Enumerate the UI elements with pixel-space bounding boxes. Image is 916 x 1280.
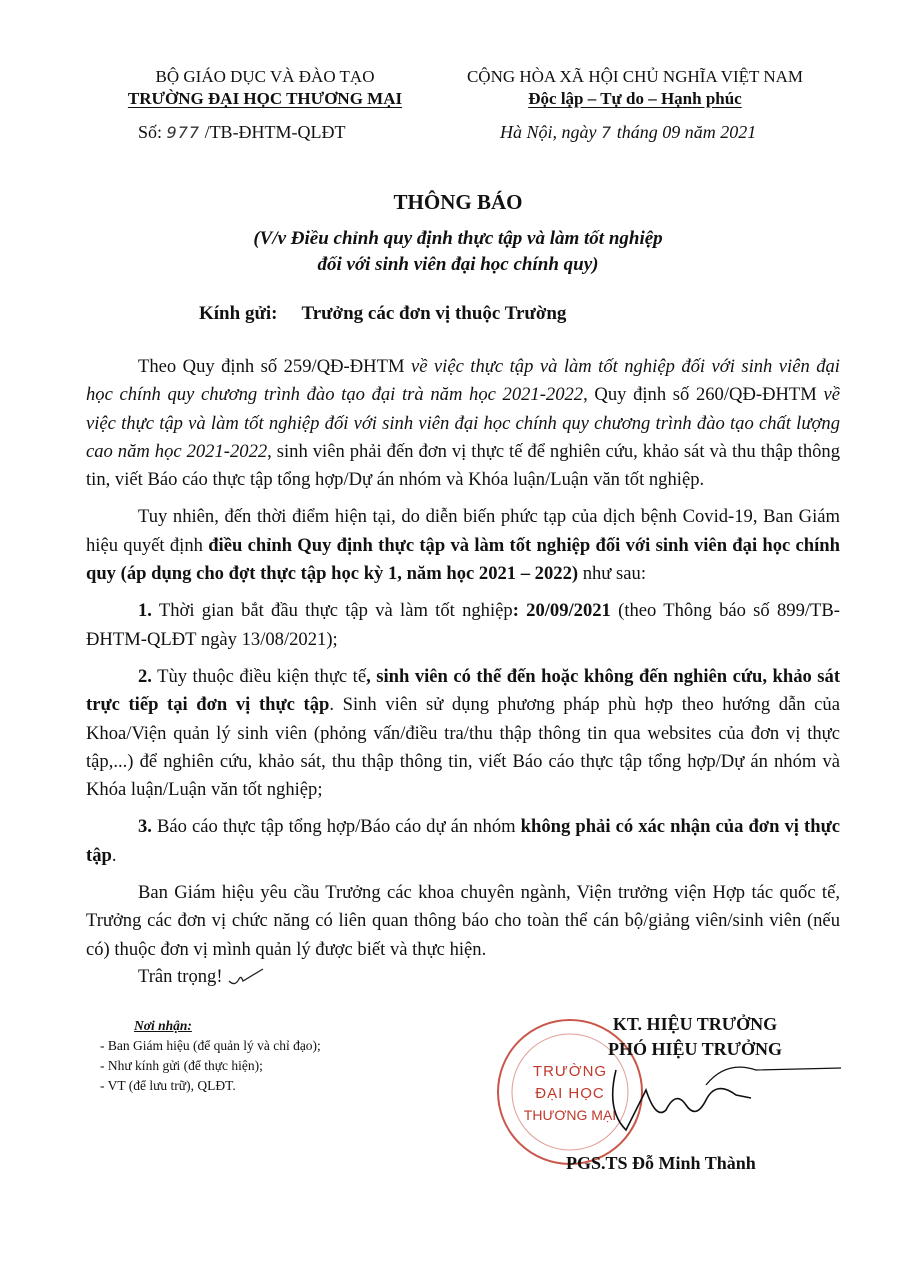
document-body bbox=[86, 353, 840, 973]
recipient-label: Kính gửi: bbox=[199, 303, 278, 324]
country-name: CỘNG HÒA XÃ HỘI CHỦ NGHĨA VIỆT NAM bbox=[466, 67, 804, 86]
document-number bbox=[138, 122, 346, 143]
date-day-handwritten: 7 bbox=[601, 123, 613, 142]
national-header bbox=[440, 66, 830, 110]
paragraph-item-3: 3. Báo cáo thực tập tổng hợp/Báo cáo dự án nhóm không phải có xác nhận của đơn vị thực tập. bbox=[86, 816, 840, 866]
paragraph-item-1: 1. Thời gian bắt đầu thực tập và làm tốt nghiệp: 20/09/2021 (theo Thông báo số 899/TB-ĐHTM-QLĐT ngày 13/08/2021); bbox=[86, 600, 840, 650]
paragraph-item-2: 2. Tùy thuộc điều kiện thực tế, sinh viên có thể đến hoặc không đến nghiên cứu, khảo sát trực tiếp tại đơn vị thực tập. Sinh viên sử dụng phương pháp phù hợp theo hướng dẫn của Khoa/Viện quản lý sinh viên (phỏng vấn/điều tra/thu thập thông tin qua websites của đơn vị thực tập,...) để nghiên cứu, khảo sát, thu thập thông tin, viết Báo cáo thực tập tổng hợp/Dự án nhóm và Khóa luận/Luận văn tốt nghiệp; bbox=[86, 665, 841, 801]
recipient-line bbox=[199, 303, 566, 325]
university-name-text: TRƯỜNG ĐẠI HỌC THƯƠNG MẠI bbox=[127, 89, 403, 108]
recipients-heading: Nơi nhận: bbox=[134, 1018, 192, 1033]
recipient-value: Trưởng các đơn vị thuộc Trường bbox=[301, 303, 567, 324]
signer-name: PGS.TS Đỗ Minh Thành bbox=[566, 1153, 756, 1173]
closing-remark: Trân trọng! bbox=[138, 966, 267, 989]
recipient-item: - Ban Giám hiệu (để quản lý và chỉ đạo); bbox=[100, 1038, 321, 1053]
subtitle-line-1: (V/v Điều chỉnh quy định thực tập và làm tốt nghiệp bbox=[253, 228, 663, 249]
motto bbox=[440, 88, 830, 110]
ref-prefix: Số: bbox=[138, 122, 163, 142]
subtitle-line-2: đối với sinh viên đại học chính quy) bbox=[317, 254, 599, 275]
paragraph-2: Tuy nhiên, đến thời điểm hiện tại, do diễn biến phức tạp của dịch bệnh Covid-19, Ban Giám hiệu quyết định điều chỉnh Quy định thực tập và làm tốt nghiệp đối với sinh viên đại học chính quy (áp dụng cho đợt thực tập học kỳ 1, năm học 2021 – 2022) như sau: bbox=[86, 506, 840, 585]
paragraph-1: Theo Quy định số 259/QĐ-ĐHTM về việc thực tập và làm tốt nghiệp đối với sinh viên đại học chính quy chương trình đào tạo đại trà năm học 2021-2022, Quy định số 260/QĐ-ĐHTM về việc thực tập và làm tốt nghiệp đối với sinh viên đại học chính quy chương trình đào tạo chất lượng cao năm học 2021-2022, sinh viên phải đến đơn vị thực tế để nghiên cứu, khảo sát và thu thập thông tin, viết Báo cáo thực tập tổng hợp/Dự án nhóm và Khóa luận/Luận văn tốt nghiệp. bbox=[86, 356, 841, 491]
signature-title-2: PHÓ HIỆU TRƯỞNG bbox=[607, 1039, 782, 1059]
recipient-item: - Như kính gửi (để thực hiện); bbox=[100, 1058, 263, 1073]
document-subtitle bbox=[0, 226, 916, 278]
stamp-line-1: TRƯỜNG bbox=[532, 1063, 608, 1080]
ministry-name: BỘ GIÁO DỤC VÀ ĐÀO TẠO bbox=[155, 67, 375, 86]
ref-suffix: /TB-ĐHTM-QLĐT bbox=[204, 122, 346, 142]
date-suffix: tháng 09 năm 2021 bbox=[616, 122, 757, 142]
issuer-block bbox=[100, 66, 430, 110]
stamp-line-2: ĐẠI HỌC bbox=[535, 1085, 605, 1102]
initial-scribble-icon bbox=[227, 967, 267, 989]
recipient-item: - VT (để lưu trữ), QLĐT. bbox=[100, 1078, 236, 1093]
motto-text: Độc lập – Tự do – Hạnh phúc bbox=[528, 89, 742, 108]
signature-title-1: KT. HIỆU TRƯỞNG bbox=[612, 1014, 778, 1034]
document-title: THÔNG BÁO bbox=[393, 190, 523, 214]
stamp-line-3: THƯƠNG MẠI bbox=[523, 1107, 617, 1123]
university-name bbox=[100, 88, 430, 110]
date-prefix: Hà Nội, ngày bbox=[500, 122, 597, 142]
ref-number-handwritten: 977 bbox=[166, 123, 201, 142]
issue-date bbox=[500, 122, 756, 143]
paragraph-6: Ban Giám hiệu yêu cầu Trưởng các khoa chuyên ngành, Viện trưởng viện Hợp tác quốc tế, Trưởng các đơn vị chức năng có liên quan thông báo cho toàn thể cán bộ/giảng viên/sinh viên (nếu có) thuộc đơn vị mình quản lý được biết và thực hiện. bbox=[86, 882, 840, 960]
handwritten-signature-icon bbox=[586, 1050, 846, 1160]
recipients-list bbox=[100, 1016, 480, 1096]
